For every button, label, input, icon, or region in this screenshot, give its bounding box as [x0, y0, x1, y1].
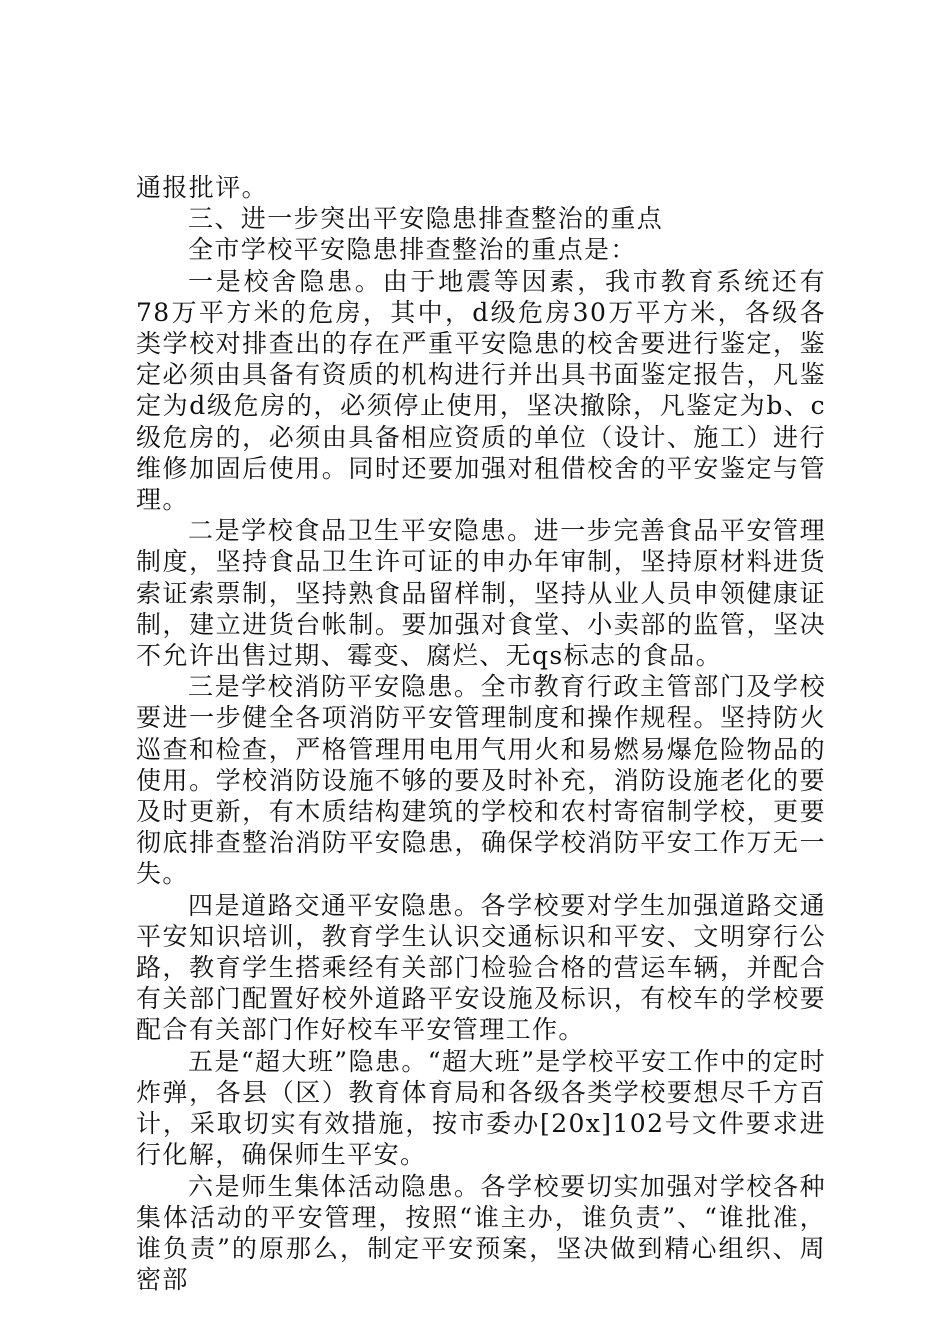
paragraph-food-safety: 二是学校食品卫生平安隐患。进一步完善食品平安管理制度，坚持食品卫生许可证的申办年审制，坚持原材料进货索证索票制，坚持熟食品留样制，坚持从业人员申领健康证制，建立进货台帐制。要加强对食堂、小卖部的监管，坚决不允许出售过期、霉变、腐烂、无qs标志的食品。	[136, 516, 826, 671]
paragraph-traffic-safety: 四是道路交通平安隐患。各学校要对学生加强道路交通平安知识培训，教育学生认识交通标识和平安、文明穿行公路，教育学生搭乘经有关部门检验合格的营运车辆，并配合有关部门配置好校外道路平安设施及标识，有校车的学校要配合有关部门作好校车平安管理工作。	[136, 890, 826, 1045]
paragraph-fire-safety: 三是学校消防平安隐患。全市教育行政主管部门及学校要进一步健全各项消防平安管理制度和操作规程。坚持防火巡查和检查，严格管理用电用气用火和易燃易爆危险物品的使用。学校消防设施不够的要及时补充，消防设施老化的要及时更新，有木质结构建筑的学校和农村寄宿制学校，更要彻底排查整治消防平安隐患，确保学校消防平安工作万无一失。	[136, 672, 826, 889]
section-heading: 三、进一步突出平安隐患排查整治的重点	[188, 204, 664, 234]
paragraph-continuation: 通报批评。	[136, 173, 269, 202]
paragraph-intro: 全市学校平安隐患排查整治的重点是：	[188, 235, 637, 265]
paragraph-group-activities: 六是师生集体活动隐患。各学校要切实加强对学校各种集体活动的平安管理，按照“谁主办，谁负责”、“谁批准，谁负责”的原那么，制定平安预案，坚决做到精心组织、周密部	[136, 1171, 826, 1295]
paragraph-oversized-classes: 五是“超大班”隐患。“超大班”是学校平安工作中的定时炸弹，各县（区）教育体育局和各级各类学校要想尽千方百计，采取切实有效措施，按市委办[20x]102号文件要求进行化解，确保师生平安。	[136, 1046, 826, 1170]
paragraph-school-buildings: 一是校舍隐患。由于地震等因素，我市教育系统还有78万平方米的危房，其中，d级危房30万平方米，各级各类学校对排查出的存在严重平安隐患的校舍要进行鉴定，鉴定必须由具备有资质的机构进行并出具书面鉴定报告，凡鉴定为d级危房的，必须停止使用，坚决撤除，凡鉴定为b、c级危房的，必须由具备相应资质的单位（设计、施工）进行维修加固后使用。同时还要加强对租借校舍的平安鉴定与管理。	[136, 266, 826, 515]
document-body	[136, 172, 826, 1295]
